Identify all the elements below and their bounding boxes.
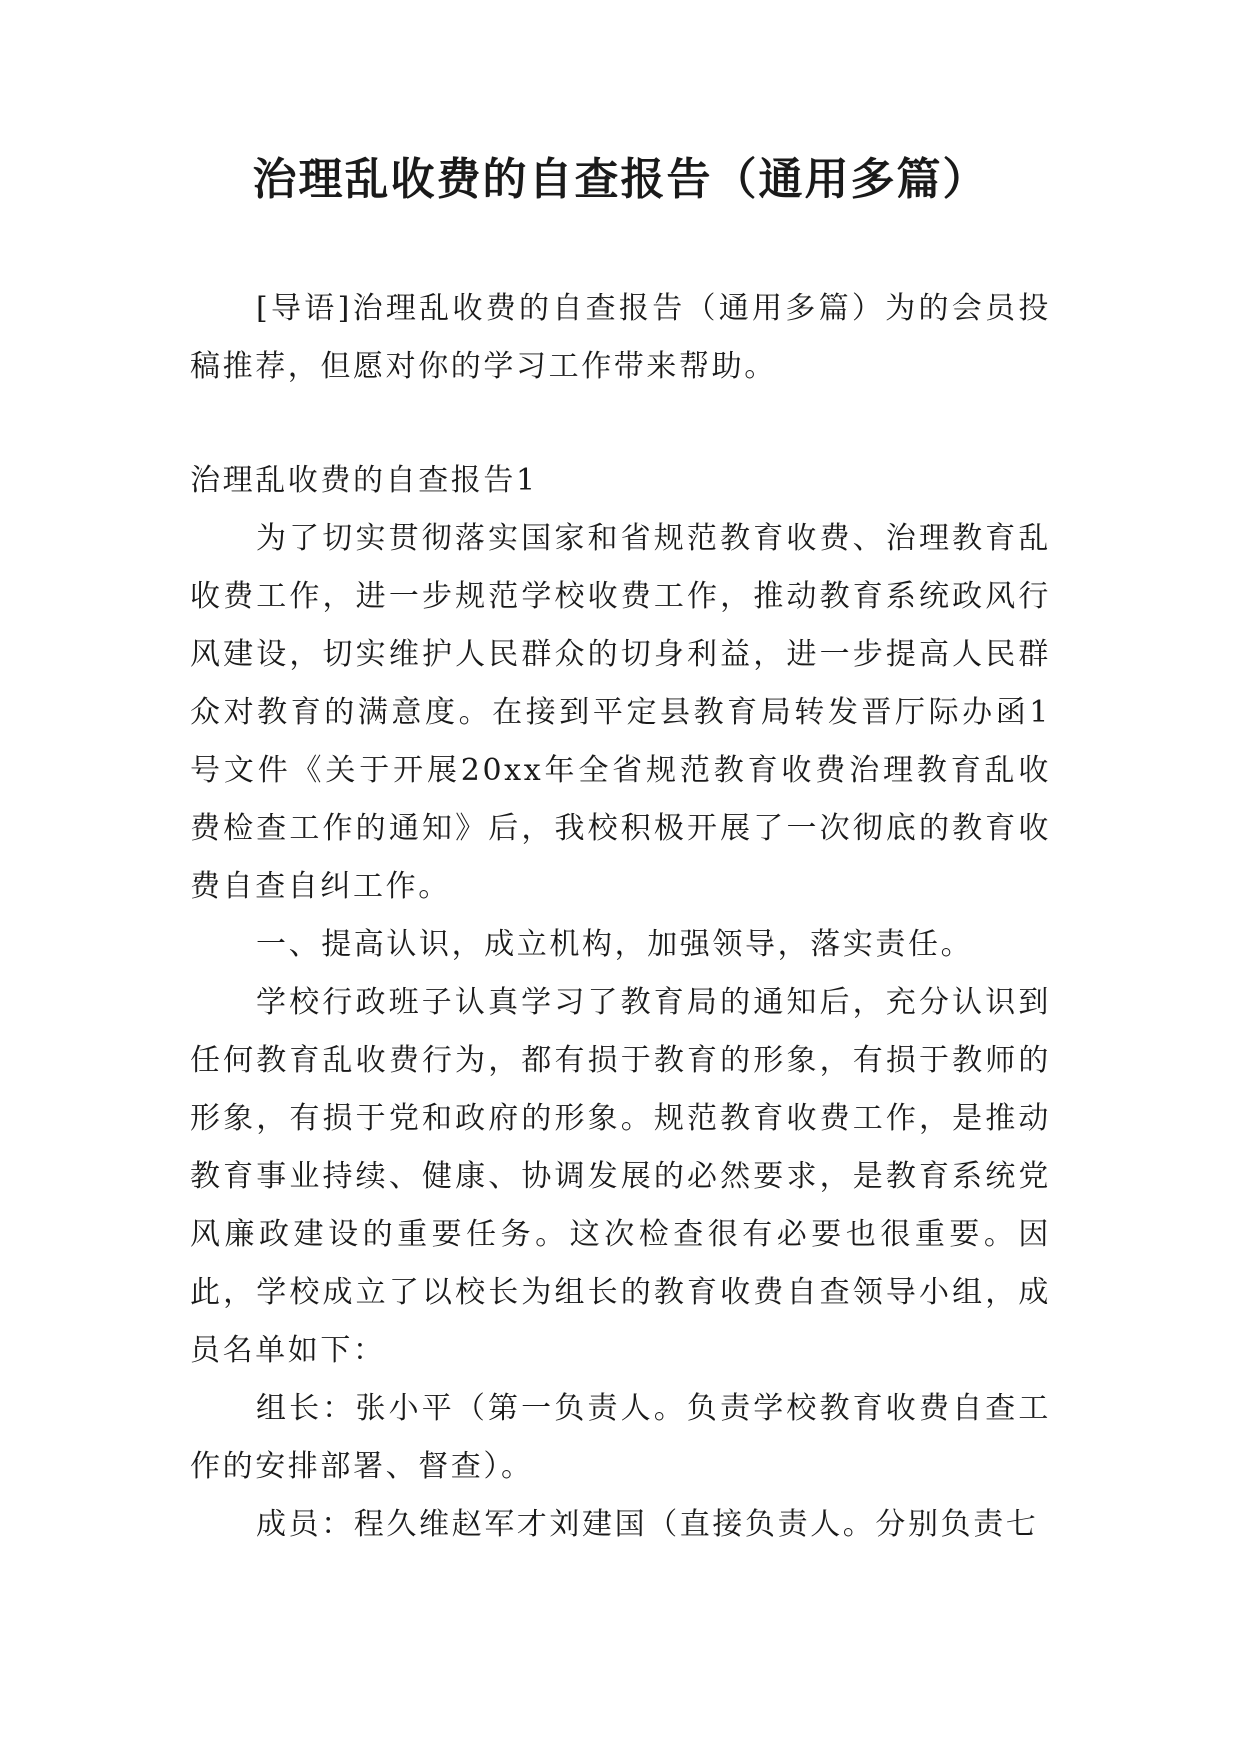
body-paragraph: 一、提高认识，成立机构，加强领导，落实责任。	[256, 927, 974, 962]
body-paragraph: 组长：张小平（第一负责人。负责学校教育收费自查工作的安排部署、督查）。	[190, 1391, 1051, 1484]
body-paragraph: 学校行政班子认真学习了教育局的通知后，充分认识到任何教育乱收费行为，都有损于教育的形象，有损于教师的形象，有损于党和政府的形象。规范教育收费工作，是推动教育事业持续、健康、协调发展的必然要求，是教育系统党风廉政建设的重要任务。这次检查很有必要也很重要。因此，学校成立了以校长为组长的教育收费自查领导小组，成员名单如下：	[190, 985, 1051, 1368]
section-heading: 治理乱收费的自查报告1	[190, 463, 538, 498]
document-title: 治理乱收费的自查报告（通用多篇）	[252, 154, 989, 205]
intro-paragraph: [导语]治理乱收费的自查报告（通用多篇）为的会员投稿推荐，但愿对你的学习工作带来帮助。	[190, 291, 1051, 384]
body-paragraph: 为了切实贯彻落实国家和省规范教育收费、治理教育乱收费工作，进一步规范学校收费工作，推动教育系统政风行风建设，切实维护人民群众的切身利益，进一步提高人民群众对教育的满意度。在接到平定县教育局转发晋厅际办函1号文件《关于开展20xx年全省规范教育收费治理教育乱收费检查工作的通知》后，我校积极开展了一次彻底的教育收费自查自纠工作。	[190, 521, 1051, 904]
body-paragraph: 成员：程久维赵军才刘建国（直接负责人。分别负责七	[256, 1507, 1039, 1542]
document-body	[190, 280, 1051, 1554]
